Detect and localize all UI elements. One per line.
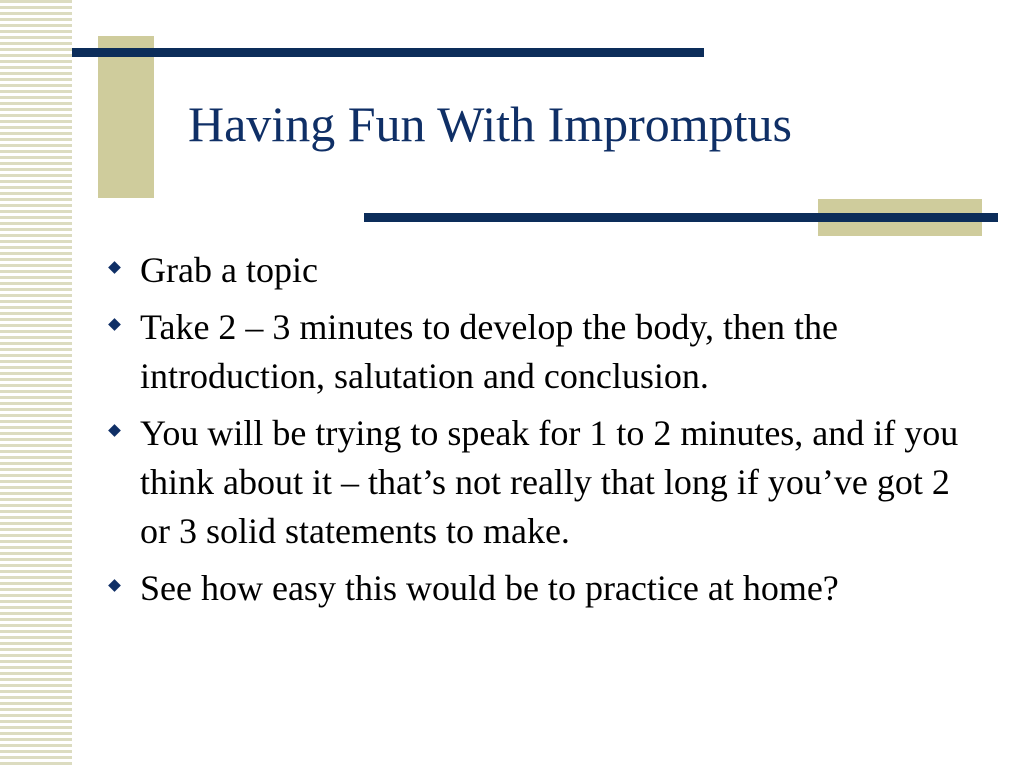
slide-title: Having Fun With Impromptus [188, 96, 793, 152]
decorative-tan-block-left [98, 36, 154, 198]
decorative-navy-line-top [72, 48, 704, 57]
bullet-text: See how easy this would be to practice at home? [140, 568, 839, 608]
bullet-item [100, 303, 980, 401]
diamond-bullet-icon [108, 261, 121, 274]
bullet-item [100, 246, 980, 295]
bullet-item [100, 564, 980, 613]
diamond-bullet-icon [108, 318, 121, 331]
bullet-text: Take 2 – 3 minutes to develop the body, then the introduction, salutation and conclusion. [140, 307, 838, 396]
bullet-text: You will be trying to speak for 1 to 2 minutes, and if you think about it – that’s not really that long if you’ve got 2 or 3 solid statements to make. [140, 413, 959, 551]
decorative-navy-line-bottom [364, 213, 998, 222]
bullet-text: Grab a topic [140, 250, 318, 290]
bullet-list [100, 246, 980, 621]
bullet-item [100, 409, 980, 556]
diamond-bullet-icon [108, 424, 121, 437]
decorative-stripe-band [0, 0, 72, 768]
diamond-bullet-icon [108, 579, 121, 592]
